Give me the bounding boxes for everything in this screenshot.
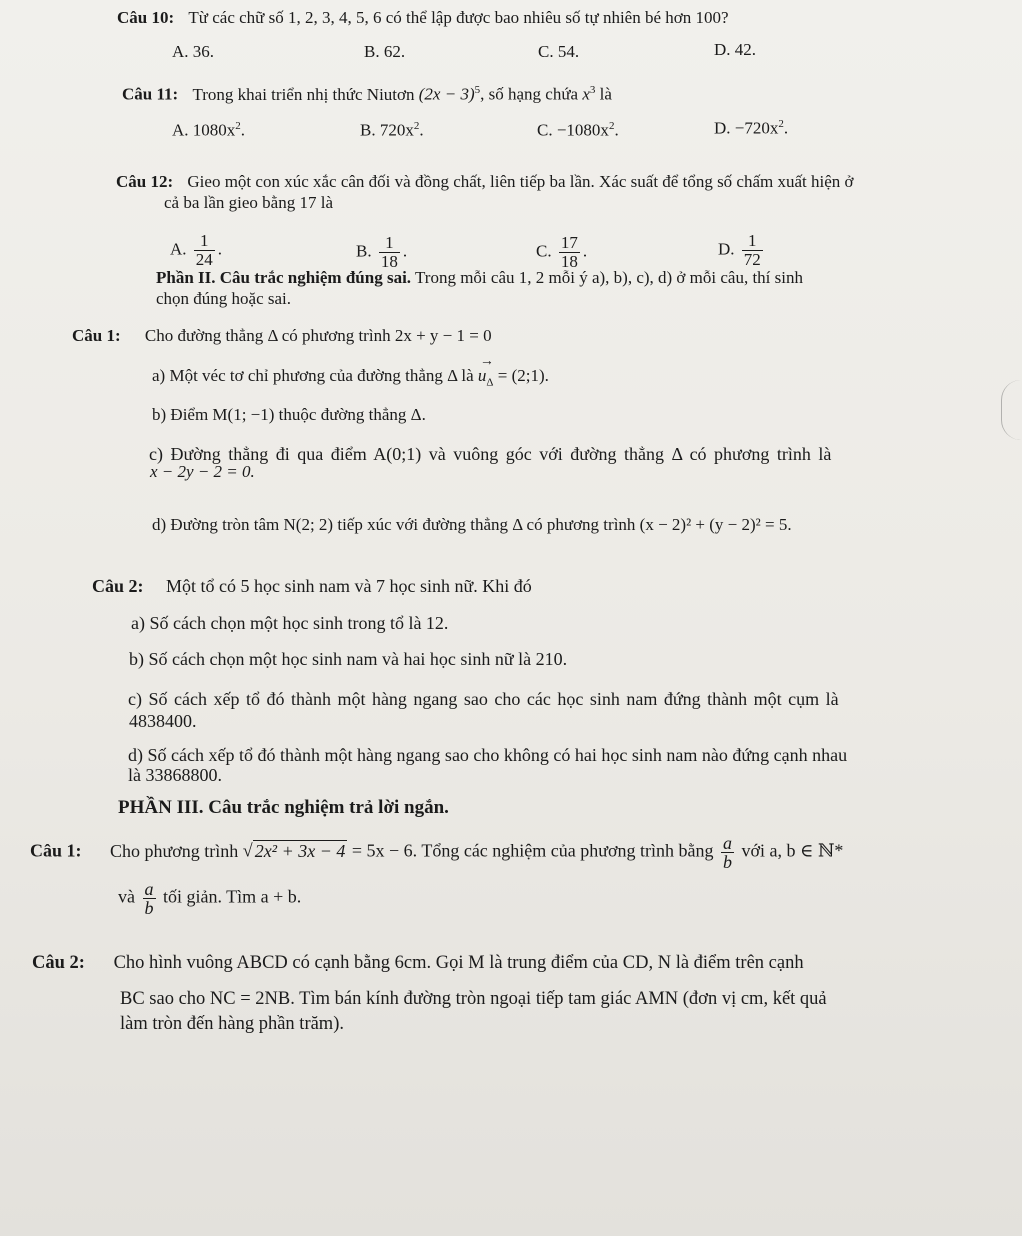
q12-label: Câu 12: [116,172,174,191]
q10-label: Câu 10: [117,8,175,27]
q11-expr: (2x − 3) [418,84,475,104]
p3q1-text1: Cho phương trình [110,840,239,861]
p3q2-text2: BC sao cho NC = 2NB. Tìm bán kính đường tròn ngoại tiếp tam giác AMN (đơn vị cm, kết quả [120,989,827,1009]
q11-option-a: A. $1080x^2$. [172,120,246,140]
q10-option-a: A. 36. [172,42,215,61]
page-bleed-mark [1001,380,1022,440]
part2-text2: chọn đúng hoặc sai. [156,289,292,308]
p2q1-text: Cho đường thẳng Δ có phương trình 2x + y − 1 = 0 [144,326,492,345]
part2-heading [156,268,803,288]
p2q2-question [92,576,532,596]
q12-option-a: A. $\frac{1}{24}$ . [170,231,223,269]
q11-option-c: C. $-1080x^2$. [537,120,619,140]
q12-option-c: C. $\frac{17}{18}$ . [536,233,588,271]
q12-option-d: D. $\frac{1}{72}$ [718,231,761,269]
p2q2-c2: 4838400. [129,711,197,731]
q11-var: x [582,84,590,104]
q12-text1: Gieo một con xúc xắc cân đối và đồng chất, liên tiếp ba lần. Xác suất để tổng số chấm xuất hiện ở [187,172,854,191]
p3q2-text3: làm tròn đến hàng phần trăm). [120,1014,344,1034]
part3-title: PHẦN III. Câu trắc nghiệm trả lời ngắn. [118,797,449,818]
q11-exp: 5 [474,84,481,96]
p2q1-b: b) Điểm M(1; −1) thuộc đường thẳng Δ. [152,405,426,424]
p2q2-label: Câu 2: [92,576,144,596]
p3q2-text1: Cho hình vuông ABCD có cạnh bằng 6cm. Gọi M là trung điểm của CD, N là điểm trên cạnh [113,953,804,973]
q11-text3: là [599,84,612,104]
q11-question [122,80,612,105]
q10-text: Từ các chữ số 1, 2, 3, 4, 5, 6 có thể lập được bao nhiêu số tự nhiên bé hơn 100? [188,8,729,27]
part2-title: Phần II. Câu trắc nghiệm đúng sai. [156,268,412,287]
p2q2-d2: là 33868800. [128,765,222,785]
p3q2-question [32,953,804,973]
q11-vexp: 3 [589,84,596,96]
p3q1-line2: và $\frac{a}{b}$ tối giản. Tìm a + b. [118,879,302,918]
p2q1-label: Câu 1: [72,326,121,345]
p2q2-c1: c) Số cách xếp tổ đó thành một hàng ngang sao cho các học sinh nam đứng thành một cụm là [128,689,839,709]
sqrt-symbol: √ [242,840,253,861]
p2q1-d: d) Đường tròn tâm N(2; 2) tiếp xúc với đường thẳng Δ có phương trình (x − 2)² + (y − 2)² = 5. [152,515,792,534]
p3q1-question: Câu 1: Cho phương trình √ 2x² + 3x − 4 = 5x − 6. Tổng các nghiệm của phương trình bằng $\frac{a}{b}$ với a, b ∈ ℕ* [30,833,844,872]
p2q1-c2: x − 2y − 2 = 0. [150,462,255,481]
p3q1-text2: = 5x − 6. Tổng các nghiệm của phương trình bằng [351,840,714,861]
p3q1-sqrt: 2x² + 3x − 4 [254,840,346,861]
p2q2-b: b) Số cách chọn một học sinh nam và hai học sinh nữ là 210. [129,649,568,669]
q12-option-b: B. $\frac{1}{18}$ . [356,233,408,271]
q10-option-b: B. 62. [364,42,406,61]
q11-option-b: B. $720x^2$. [360,120,424,140]
p3q1-text3: với a, b ∈ ℕ* [741,840,844,861]
part2-text1: Trong mỗi câu 1, 2 mỗi ý a), b), c), d) ở mỗi câu, thí sinh [415,268,803,287]
q10-option-c: C. 54. [538,42,580,61]
q10-question [117,8,729,28]
p2q2-text: Một tổ có 5 học sinh nam và 7 học sinh nữ. Khi đó [166,576,532,596]
p2q1-a: a) Một véc tơ chỉ phương của đường thẳng Δ là → $u_\Delta$ = (2;1). [152,366,549,392]
q12-question [116,172,854,192]
q11-text2: , số hạng chứa [480,84,579,104]
q10-option-d: D. 42. [714,40,757,59]
q11-option-d: D. $-720x^2$. [714,118,789,138]
p3q1-label: Câu 1: [30,840,82,861]
p2q1-c1: c) Đường thẳng đi qua điểm A(0;1) và vuông góc với đường thẳng Δ có phương trình là [149,444,832,464]
p3q2-label: Câu 2: [32,953,85,973]
p2q2-d1: d) Số cách xếp tổ đó thành một hàng ngang sao cho không có hai học sinh nam nào đứng cạnh nhau [128,745,848,765]
p2q2-a: a) Số cách chọn một học sinh trong tổ là 12. [131,613,449,633]
p2q1-question [72,326,492,346]
q12-text2: cả ba lần gieo bằng 17 là [164,193,333,212]
q11-text1: Trong khai triển nhị thức Niutơn [192,84,415,104]
q11-label: Câu 11: [122,84,179,104]
